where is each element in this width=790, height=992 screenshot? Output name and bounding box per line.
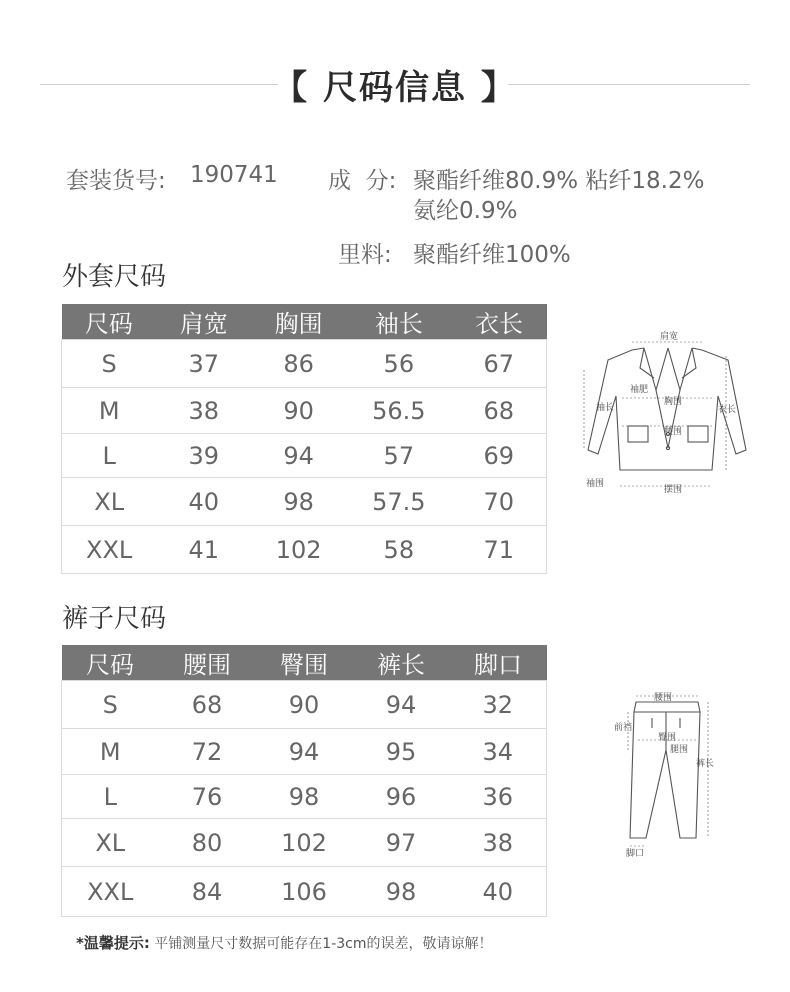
jacket-fig-label-sleeve-width: 袖肥 bbox=[630, 385, 649, 395]
table-cell: 71 bbox=[452, 526, 547, 574]
pants-fig-label-length: 裤长 bbox=[696, 759, 715, 769]
table-row bbox=[62, 526, 547, 574]
pants-fig-label-waist: 腰围 bbox=[654, 693, 673, 703]
table-cell: 94 bbox=[256, 729, 353, 775]
column-header: 尺码 bbox=[62, 645, 159, 681]
table-cell: 40 bbox=[156, 478, 251, 526]
table-cell: 96 bbox=[353, 775, 450, 819]
composition-line-2: 氨纶0.9% bbox=[413, 198, 518, 224]
table-cell: 76 bbox=[159, 775, 256, 819]
table-cell: 80 bbox=[159, 819, 256, 867]
table-cell: 36 bbox=[450, 775, 547, 819]
table-cell: M bbox=[62, 729, 159, 775]
table-header-row bbox=[62, 304, 547, 340]
table-cell: 90 bbox=[256, 681, 353, 729]
table-cell: 72 bbox=[159, 729, 256, 775]
table-cell: 57 bbox=[346, 434, 452, 478]
pants-fig-label-hip: 臀围 bbox=[658, 733, 677, 743]
table-cell: 86 bbox=[251, 340, 346, 388]
table-cell: 58 bbox=[346, 526, 452, 574]
table-row bbox=[62, 478, 547, 526]
pants-fig-label-front-rise: 前裆 bbox=[614, 723, 633, 733]
jacket-fig-label-hem: 摆围 bbox=[664, 485, 683, 495]
jacket-size-table bbox=[61, 304, 547, 574]
table-cell: XL bbox=[62, 819, 159, 867]
table-cell: 98 bbox=[353, 867, 450, 917]
footer-tip-label: *温馨提示: bbox=[76, 934, 150, 952]
column-header: 腰围 bbox=[159, 645, 256, 681]
page-title: 【 尺码信息 】 bbox=[273, 68, 517, 108]
pants-size-table bbox=[61, 645, 547, 917]
jacket-fig-label-chest: 胸围 bbox=[664, 397, 683, 407]
pants-fig-label-thigh: 腿围 bbox=[670, 745, 689, 755]
table-cell: 70 bbox=[452, 478, 547, 526]
table-cell: XXL bbox=[62, 526, 157, 574]
table-cell: 102 bbox=[251, 526, 346, 574]
table-cell: 102 bbox=[256, 819, 353, 867]
table-cell: L bbox=[62, 434, 157, 478]
table-cell: 94 bbox=[353, 681, 450, 729]
composition-label: 成 分: bbox=[328, 168, 397, 194]
table-cell: 56 bbox=[346, 340, 452, 388]
column-header: 肩宽 bbox=[156, 304, 251, 340]
table-header-row bbox=[62, 645, 547, 681]
table-cell: 39 bbox=[156, 434, 251, 478]
table-cell: 34 bbox=[450, 729, 547, 775]
column-header: 衣长 bbox=[452, 304, 547, 340]
item-number-label: 套装货号: bbox=[66, 168, 166, 194]
table-cell: S bbox=[62, 340, 157, 388]
table-cell: 94 bbox=[251, 434, 346, 478]
table-cell: 56.5 bbox=[346, 388, 452, 434]
pants-section-title: 裤子尺码 bbox=[62, 604, 167, 634]
table-row bbox=[62, 819, 547, 867]
table-cell: 95 bbox=[353, 729, 450, 775]
table-cell: M bbox=[62, 388, 157, 434]
table-row bbox=[62, 729, 547, 775]
table-cell: 40 bbox=[450, 867, 547, 917]
table-cell: 57.5 bbox=[346, 478, 452, 526]
table-cell: XXL bbox=[62, 867, 159, 917]
column-header: 脚口 bbox=[450, 645, 547, 681]
footer-tip bbox=[76, 932, 493, 953]
column-header: 袖长 bbox=[346, 304, 452, 340]
table-cell: 98 bbox=[256, 775, 353, 819]
table-cell: 98 bbox=[251, 478, 346, 526]
table-cell: 68 bbox=[159, 681, 256, 729]
table-cell: 38 bbox=[156, 388, 251, 434]
jacket-section-title: 外套尺码 bbox=[62, 262, 167, 292]
item-number-value: 190741 bbox=[190, 162, 278, 188]
jacket-fig-label-sleeve-length: 袖长 bbox=[596, 403, 615, 413]
lining-label: 里料: bbox=[338, 242, 392, 268]
table-cell: 97 bbox=[353, 819, 450, 867]
table-row bbox=[62, 775, 547, 819]
column-header: 臀围 bbox=[256, 645, 353, 681]
table-row bbox=[62, 867, 547, 917]
column-header: 尺码 bbox=[62, 304, 157, 340]
table-row bbox=[62, 388, 547, 434]
jacket-measurement-diagram bbox=[582, 330, 760, 500]
pants-measurement-diagram bbox=[608, 688, 728, 860]
footer-tip-text: 平铺测量尺寸数据可能存在1-3cm的误差，敬请谅解！ bbox=[154, 936, 493, 952]
table-cell: 41 bbox=[156, 526, 251, 574]
composition-line-1: 聚酯纤维80.9% 粘纤18.2% bbox=[413, 168, 705, 194]
jacket-fig-label-cuff: 袖围 bbox=[586, 479, 605, 489]
table-cell: 90 bbox=[251, 388, 346, 434]
table-cell: 38 bbox=[450, 819, 547, 867]
table-cell: 68 bbox=[452, 388, 547, 434]
table-cell: 37 bbox=[156, 340, 251, 388]
jacket-fig-label-length: 衣长 bbox=[718, 405, 737, 415]
column-header: 裤长 bbox=[353, 645, 450, 681]
table-row bbox=[62, 434, 547, 478]
table-cell: S bbox=[62, 681, 159, 729]
table-row bbox=[62, 340, 547, 388]
column-header: 胸围 bbox=[251, 304, 346, 340]
table-cell: 67 bbox=[452, 340, 547, 388]
pants-fig-label-hem: 脚口 bbox=[626, 849, 645, 859]
lining-value: 聚酯纤维100% bbox=[413, 242, 571, 268]
table-row bbox=[62, 681, 547, 729]
table-cell: 84 bbox=[159, 867, 256, 917]
table-cell: 32 bbox=[450, 681, 547, 729]
table-cell: XL bbox=[62, 478, 157, 526]
jacket-fig-label-shoulder: 肩宽 bbox=[660, 332, 679, 342]
table-cell: 69 bbox=[452, 434, 547, 478]
jacket-fig-label-waist: 腰围 bbox=[664, 427, 683, 437]
table-cell: L bbox=[62, 775, 159, 819]
table-cell: 106 bbox=[256, 867, 353, 917]
